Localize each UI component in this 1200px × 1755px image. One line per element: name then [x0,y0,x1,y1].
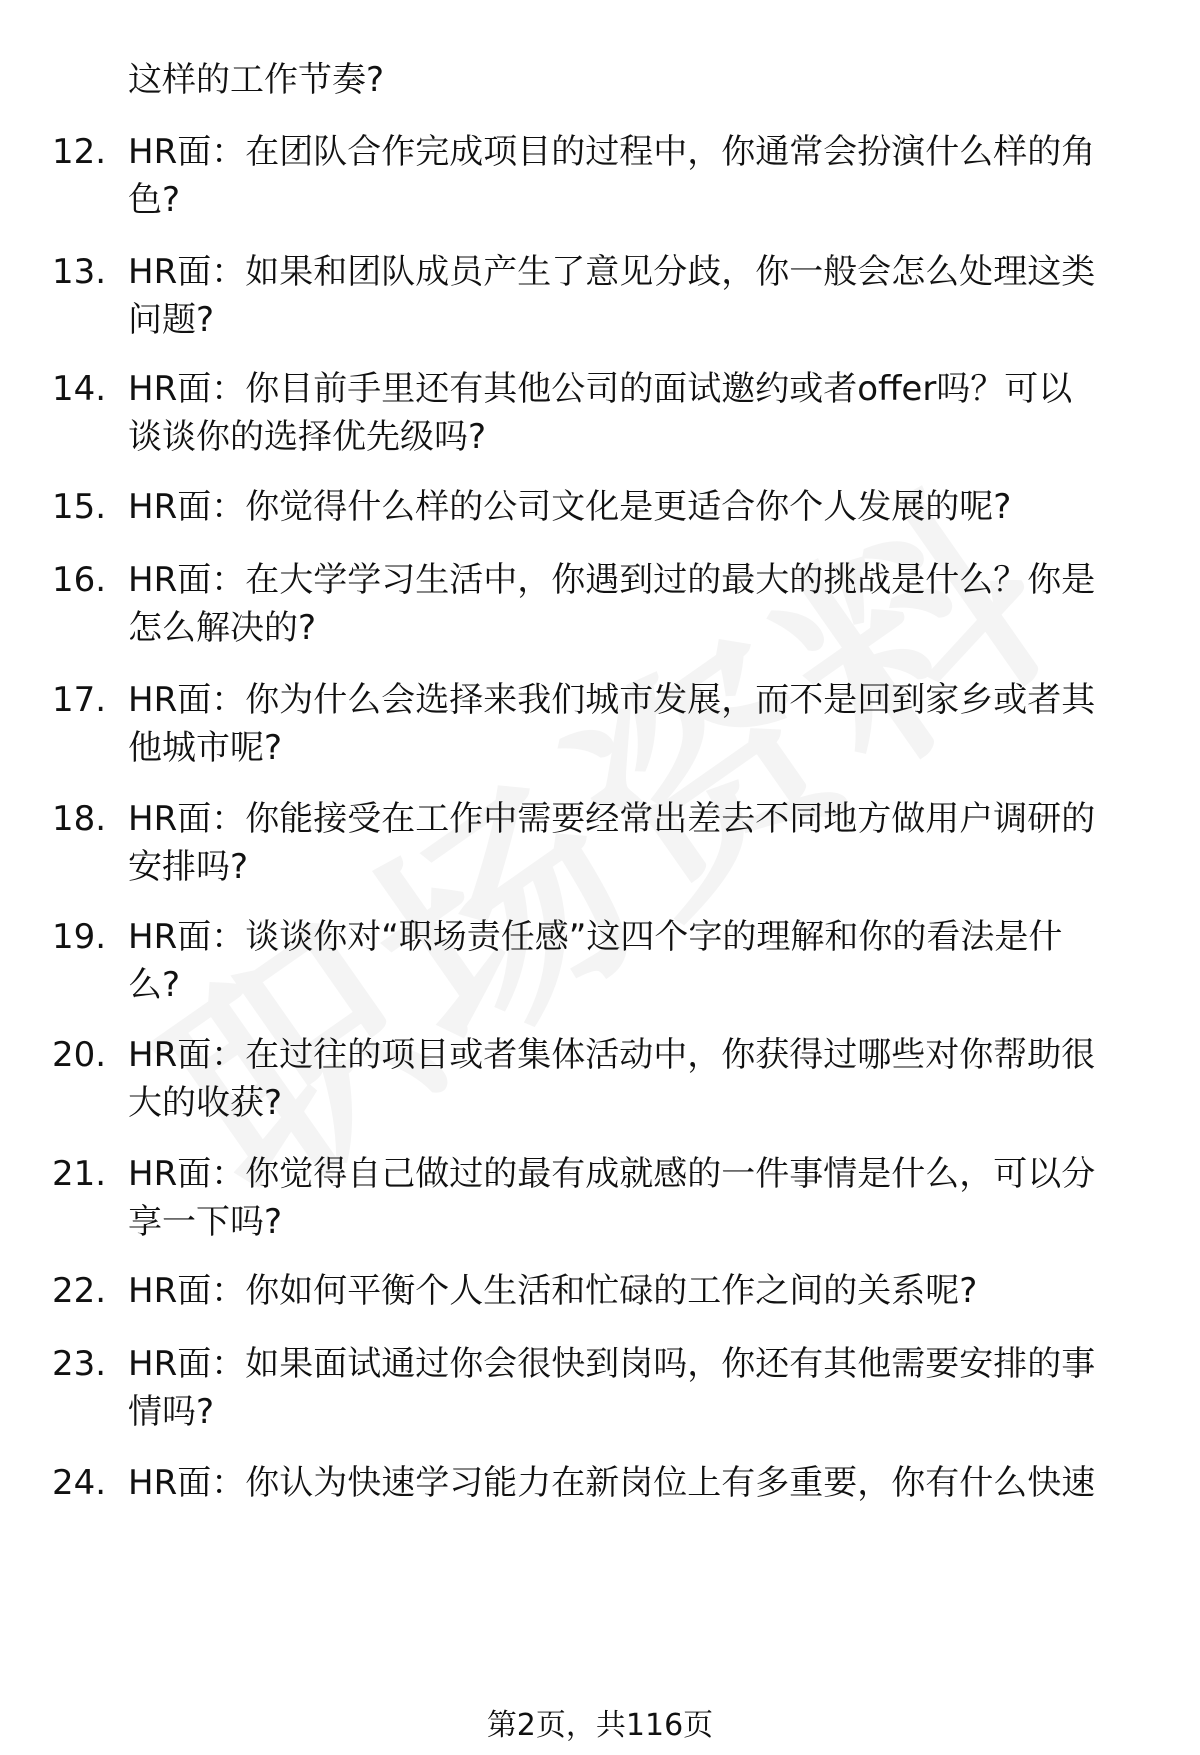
item-text [128,556,1163,652]
item-number: 21. [52,1154,107,1194]
item-line: HR面：你如何平衡个人生活和忙碌的工作之间的关系呢? [128,1271,978,1311]
item-line: 大的收获? [128,1083,283,1123]
item-line: HR面：在过往的项目或者集体活动中，你获得过哪些对你帮助很 [128,1035,1096,1075]
item-line: HR面：你觉得什么样的公司文化是更适合你个人发展的呢? [128,487,1012,527]
item-text [128,1459,1163,1507]
item-line: HR面：你觉得自己做过的最有成就感的一件事情是什么，可以分 [128,1154,1096,1194]
item-number: 20. [52,1035,107,1075]
item-text [128,913,1163,1009]
item-line: HR面：谈谈你对“职场责任感”这四个字的理解和你的看法是什 [128,917,1063,957]
item-line: 情吗? [128,1392,215,1432]
item-number: 17. [52,680,107,720]
item-number: 18. [52,799,107,839]
item-number: 22. [52,1271,107,1311]
item-text [128,1031,1163,1127]
item-line: 谈谈你的选择优先级吗? [128,417,487,457]
item-text [128,1267,1163,1315]
item-line: 么? [128,965,181,1005]
item-text [128,1150,1163,1246]
item-number: 13. [52,252,107,292]
item-line: 色? [128,180,181,220]
item-line: HR面：在团队合作完成项目的过程中，你通常会扮演什么样的角 [128,132,1096,172]
item-text [128,795,1163,891]
item-number: 19. [52,917,107,957]
continuation-text: 这样的工作节奏? [128,60,385,100]
item-line: HR面：你能接受在工作中需要经常出差去不同地方做用户调研的 [128,799,1096,839]
item-line: 怎么解决的? [128,608,317,648]
item-text [128,1340,1163,1436]
item-text [128,365,1163,461]
item-line: HR面：在大学学习生活中，你遇到过的最大的挑战是什么？你是 [128,560,1096,600]
item-text [128,483,1163,531]
item-line: 享一下吗? [128,1202,283,1242]
item-line: HR面：你为什么会选择来我们城市发展，而不是回到家乡或者其 [128,680,1096,720]
item-number: 14. [52,369,107,409]
item-line: 安排吗? [128,847,249,887]
item-number: 12. [52,132,107,172]
item-line: HR面：你目前手里还有其他公司的面试邀约或者offer吗？可以 [128,369,1073,409]
item-line: 问题? [128,300,215,340]
item-text [128,128,1163,224]
page-number-footer: 第2页，共116页 [486,1708,714,1743]
item-number: 24. [52,1463,107,1503]
item-line: HR面：你认为快速学习能力在新岗位上有多重要，你有什么快速 [128,1463,1096,1503]
item-line: HR面：如果和团队成员产生了意见分歧，你一般会怎么处理这类 [128,252,1096,292]
item-number: 16. [52,560,107,600]
item-text [128,248,1163,344]
item-line: HR面：如果面试通过你会很快到岗吗，你还有其他需要安排的事 [128,1344,1096,1384]
item-text [128,676,1163,772]
item-number: 15. [52,487,107,527]
item-number: 23. [52,1344,107,1384]
item-line: 他城市呢? [128,728,283,768]
